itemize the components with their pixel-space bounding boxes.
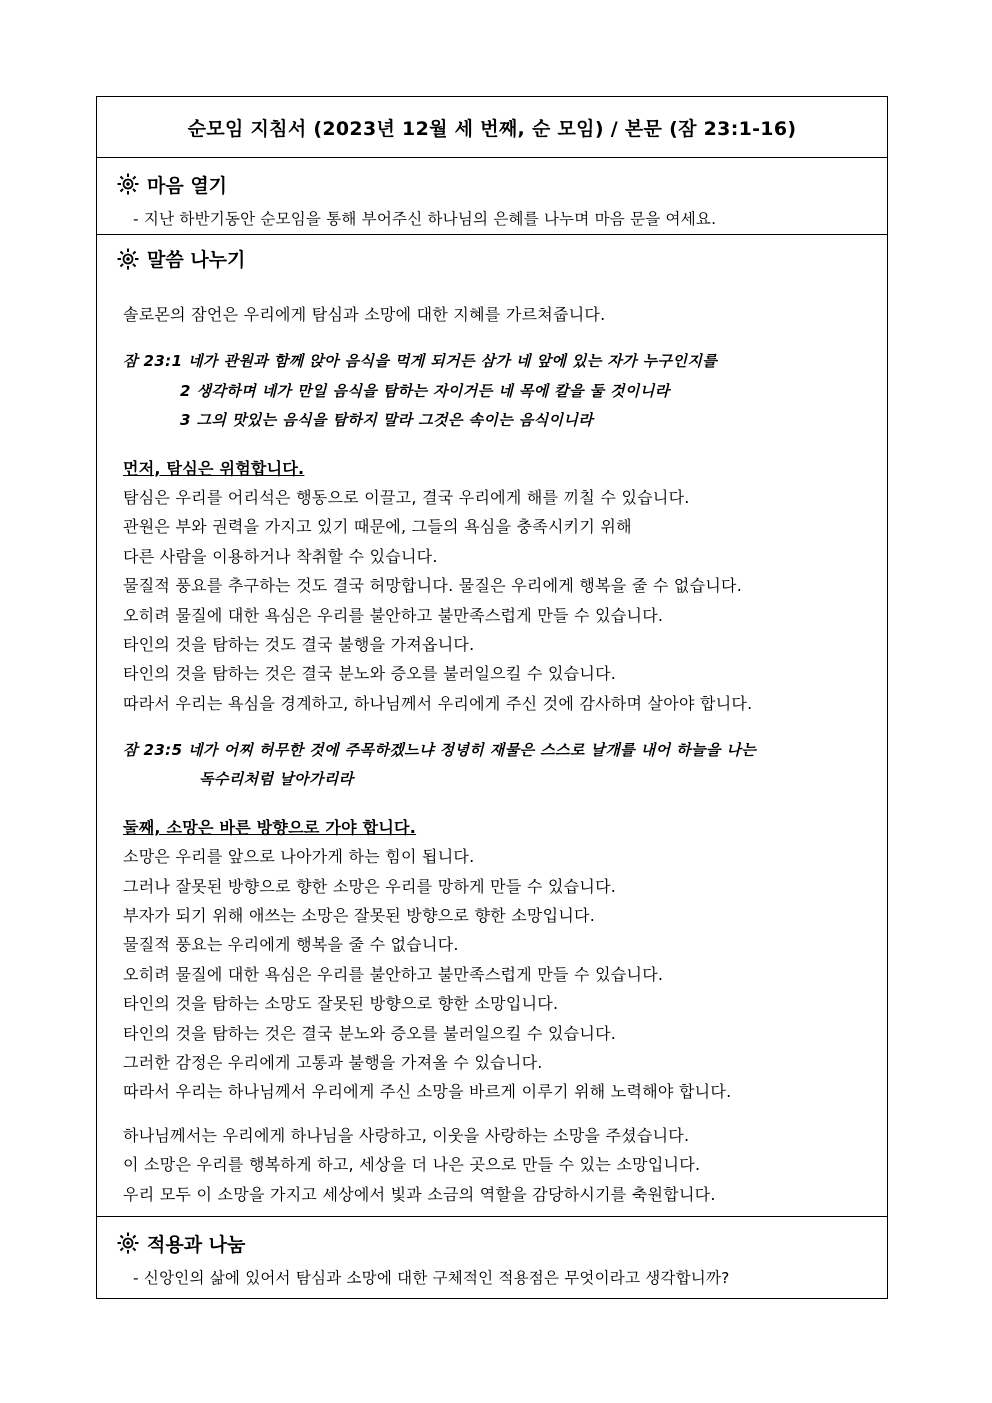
sun-icon — [117, 248, 139, 270]
sun-icon — [117, 173, 139, 195]
verse-line: 잠 23:1 네가 관원과 함께 앉아 음식을 먹게 되거든 삼가 네 앞에 있는 자가 누구인지를 — [123, 352, 718, 371]
section-heading — [97, 158, 887, 204]
verse-line: 2 생각하며 네가 만일 음식을 탐하는 자이거든 네 목에 칼을 둘 것이니라 — [180, 381, 670, 400]
closing-paragraph — [97, 1121, 887, 1209]
section-heading-text: 마음 열기 — [147, 174, 228, 197]
section-heading — [97, 1217, 887, 1265]
intro-text: 솔로몬의 잠언은 우리에게 탐심과 소망에 대한 지혜를 가르쳐줍니다. — [123, 305, 606, 324]
section-application — [97, 1217, 887, 1298]
verse-line: 잠 23:5 네가 어찌 허무한 것에 주목하겠느냐 정녕히 재물은 스스로 날개를 내어 하늘을 나는 — [123, 741, 757, 760]
point-title: 둘째, 소망은 바른 방향으로 가야 합니다. — [123, 817, 417, 837]
section-open-heart — [97, 158, 887, 235]
body-line: 물질적 풍요는 우리에게 행복을 줄 수 없습니다. — [123, 935, 459, 955]
body-line: 우리 모두 이 소망을 가지고 세상에서 빛과 소금의 역할을 감당하시기를 축원합니다. — [123, 1184, 716, 1204]
body-line: 이 소망은 우리를 행복하게 하고, 세상을 더 나은 곳으로 만들 수 있는 소망입니다. — [123, 1155, 701, 1175]
section-word-sharing — [97, 235, 887, 1217]
verse-block-1 — [97, 347, 887, 435]
body-line: 오히려 물질에 대한 욕심은 우리를 불안하고 불만족스럽게 만들 수 있습니다. — [123, 605, 664, 625]
sun-icon — [117, 1232, 139, 1254]
body-line: 따라서 우리는 욕심을 경계하고, 하나님께서 우리에게 주신 것에 감사하며 살아야 합니다. — [123, 693, 753, 713]
body-line: 타인의 것을 탐하는 것은 결국 분노와 증오를 불러일으킬 수 있습니다. — [123, 664, 617, 684]
document-frame — [96, 96, 888, 1299]
point-title: 먼저, 탐심은 위험합니다. — [123, 458, 305, 478]
point-2 — [97, 813, 887, 1107]
body-line: 그러나 잘못된 방향으로 향한 소망은 우리를 망하게 만들 수 있습니다. — [123, 876, 617, 896]
body-line: 다른 사람을 이용하거나 착취할 수 있습니다. — [123, 546, 438, 566]
verse-line: 독수리처럼 날아가리라 — [199, 770, 354, 789]
body-line: 타인의 것을 탐하는 것은 결국 분노와 증오를 불러일으킬 수 있습니다. — [123, 1023, 617, 1043]
section-text: - 신앙인의 삶에 있어서 탐심과 소망에 대한 구체적인 적용점은 무엇이라고 생각합니까? — [133, 1269, 730, 1287]
section-text: - 지난 하반기동안 순모임을 통해 부어주신 하나님의 은혜를 나누며 마음 문을 여세요. — [133, 210, 717, 228]
body-line: 부자가 되기 위해 애쓰는 소망은 잘못된 방향으로 향한 소망입니다. — [123, 906, 596, 926]
verse-line: 3 그의 맛있는 음식을 탐하지 말라 그것은 속이는 음식이니라 — [180, 411, 594, 430]
body-line: 오히려 물질에 대한 욕심은 우리를 불안하고 불만족스럽게 만들 수 있습니다. — [123, 964, 664, 984]
verse-block-2 — [97, 736, 887, 795]
page-title: 순모임 지침서 (2023년 12월 세 번째, 순 모임) / 본문 (잠 23:1-16) — [97, 97, 887, 158]
body-line: 탐심은 우리를 어리석은 행동으로 이끌고, 결국 우리에게 해를 끼칠 수 있습니다. — [123, 487, 690, 507]
body-line: 물질적 풍요를 추구하는 것도 결국 허망합니다. 물질은 우리에게 행복을 줄 수 없습니다. — [123, 576, 743, 596]
section-heading-text: 적용과 나눔 — [147, 1233, 246, 1256]
body-line: 그러한 감정은 우리에게 고통과 불행을 가져올 수 있습니다. — [123, 1052, 543, 1072]
section-heading-text: 말씀 나누기 — [147, 249, 246, 271]
section-heading — [97, 235, 887, 282]
body-line: 관원은 부와 권력을 가지고 있기 때문에, 그들의 욕심을 충족시키기 위해 — [123, 517, 632, 537]
body-line: 타인의 것을 탐하는 것도 결국 불행을 가져옵니다. — [123, 634, 475, 654]
body-line: 소망은 우리를 앞으로 나아가게 하는 힘이 됩니다. — [123, 847, 475, 867]
body-line: 타인의 것을 탐하는 소망도 잘못된 방향으로 향한 소망입니다. — [123, 994, 559, 1014]
point-1 — [97, 454, 887, 719]
body-line: 따라서 우리는 하나님께서 우리에게 주신 소망을 바르게 이루기 위해 노력해야 합니다. — [123, 1082, 732, 1102]
body-line: 하나님께서는 우리에게 하나님을 사랑하고, 이웃을 사랑하는 소망을 주셨습니다. — [123, 1125, 690, 1145]
